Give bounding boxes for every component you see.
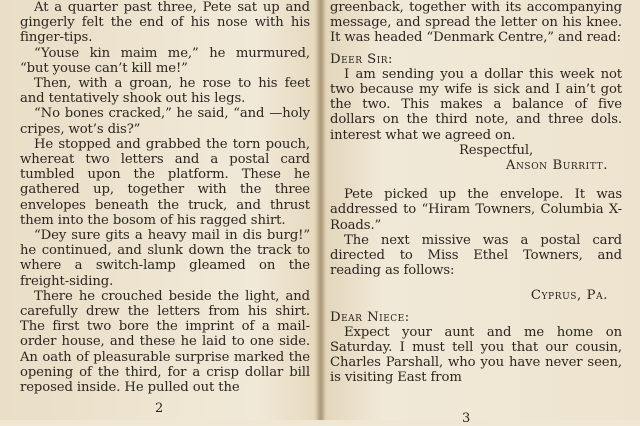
right-page [330, 0, 622, 420]
paragraph-continuation: greenback, together with its accompanying message, and spread the letter on his knee. It was headed “Denmark Centre,” and read: [330, 0, 622, 46]
letter-signature: Anson Burritt. [505, 158, 608, 174]
paragraph: At a quarter past three, Pete sat up and gingerly felt the end of his nose with his finger-tips. [20, 0, 310, 46]
paragraph: He stopped and grabbed the torn pouch, whereat two letters and a postal card tumbled upon the platform. These he gathered up, together with the three envelopes beneath the truck, and thrust them into the bosom of his ragged shirt. [20, 136, 310, 228]
paragraph: “Youse kin maim me,” he murmured, “but youse can’t kill me!” [20, 45, 310, 76]
postcard-place: Cyprus, Pa. [530, 288, 608, 304]
paragraph: Pete picked up the envelope. It was addressed to “Hiram Towners, Columbia X-Roads.” [330, 187, 622, 233]
paragraph: The next missive was a postal card directed to Miss Ethel Towners, and reading as follows: [330, 232, 622, 279]
page-number-right: 3 [462, 411, 471, 426]
paragraph: Then, with a groan, he rose to his feet and tentatively shook out his legs. [20, 76, 310, 107]
postcard-body: Expect your aunt and me home on Saturday. I must tell you that our cousin, Charles Parshall, who you have never seen, is visiting East from [330, 324, 622, 386]
page-number-left: 2 [155, 401, 164, 416]
paragraph: There he crouched beside the light, and carefully drew the letters from his shirt. The first two bore the imprint of a mail-order house, and these he laid to one side. An oath of pleasurable surprise marked the opening of the third, for a crisp dollar bill reposed inside. He pulled out the [20, 288, 310, 396]
left-page [20, 0, 310, 420]
postcard-salutation: Dear Niece: [330, 309, 410, 325]
letter-body: I am sending you a dollar this week not two because my wife is sick and I ain’t got the two. This makes a balance of five dollars on the third note, and three dols. interest what we agreed on. [330, 66, 622, 143]
letter-salutation: Deer Sir: [330, 51, 393, 67]
spacer [330, 173, 622, 187]
letter-closing: Respectful, [458, 142, 534, 158]
book-gutter [316, 0, 326, 420]
paragraph: “No bones cracked,” he said, “and —holy cripes, wot’s dis?” [20, 106, 310, 137]
paragraph: “Dey sure gits a heavy mail in dis burg!” he continued, and slunk down the track to where a switch-lamp gleamed on the freight-siding. [20, 228, 310, 289]
